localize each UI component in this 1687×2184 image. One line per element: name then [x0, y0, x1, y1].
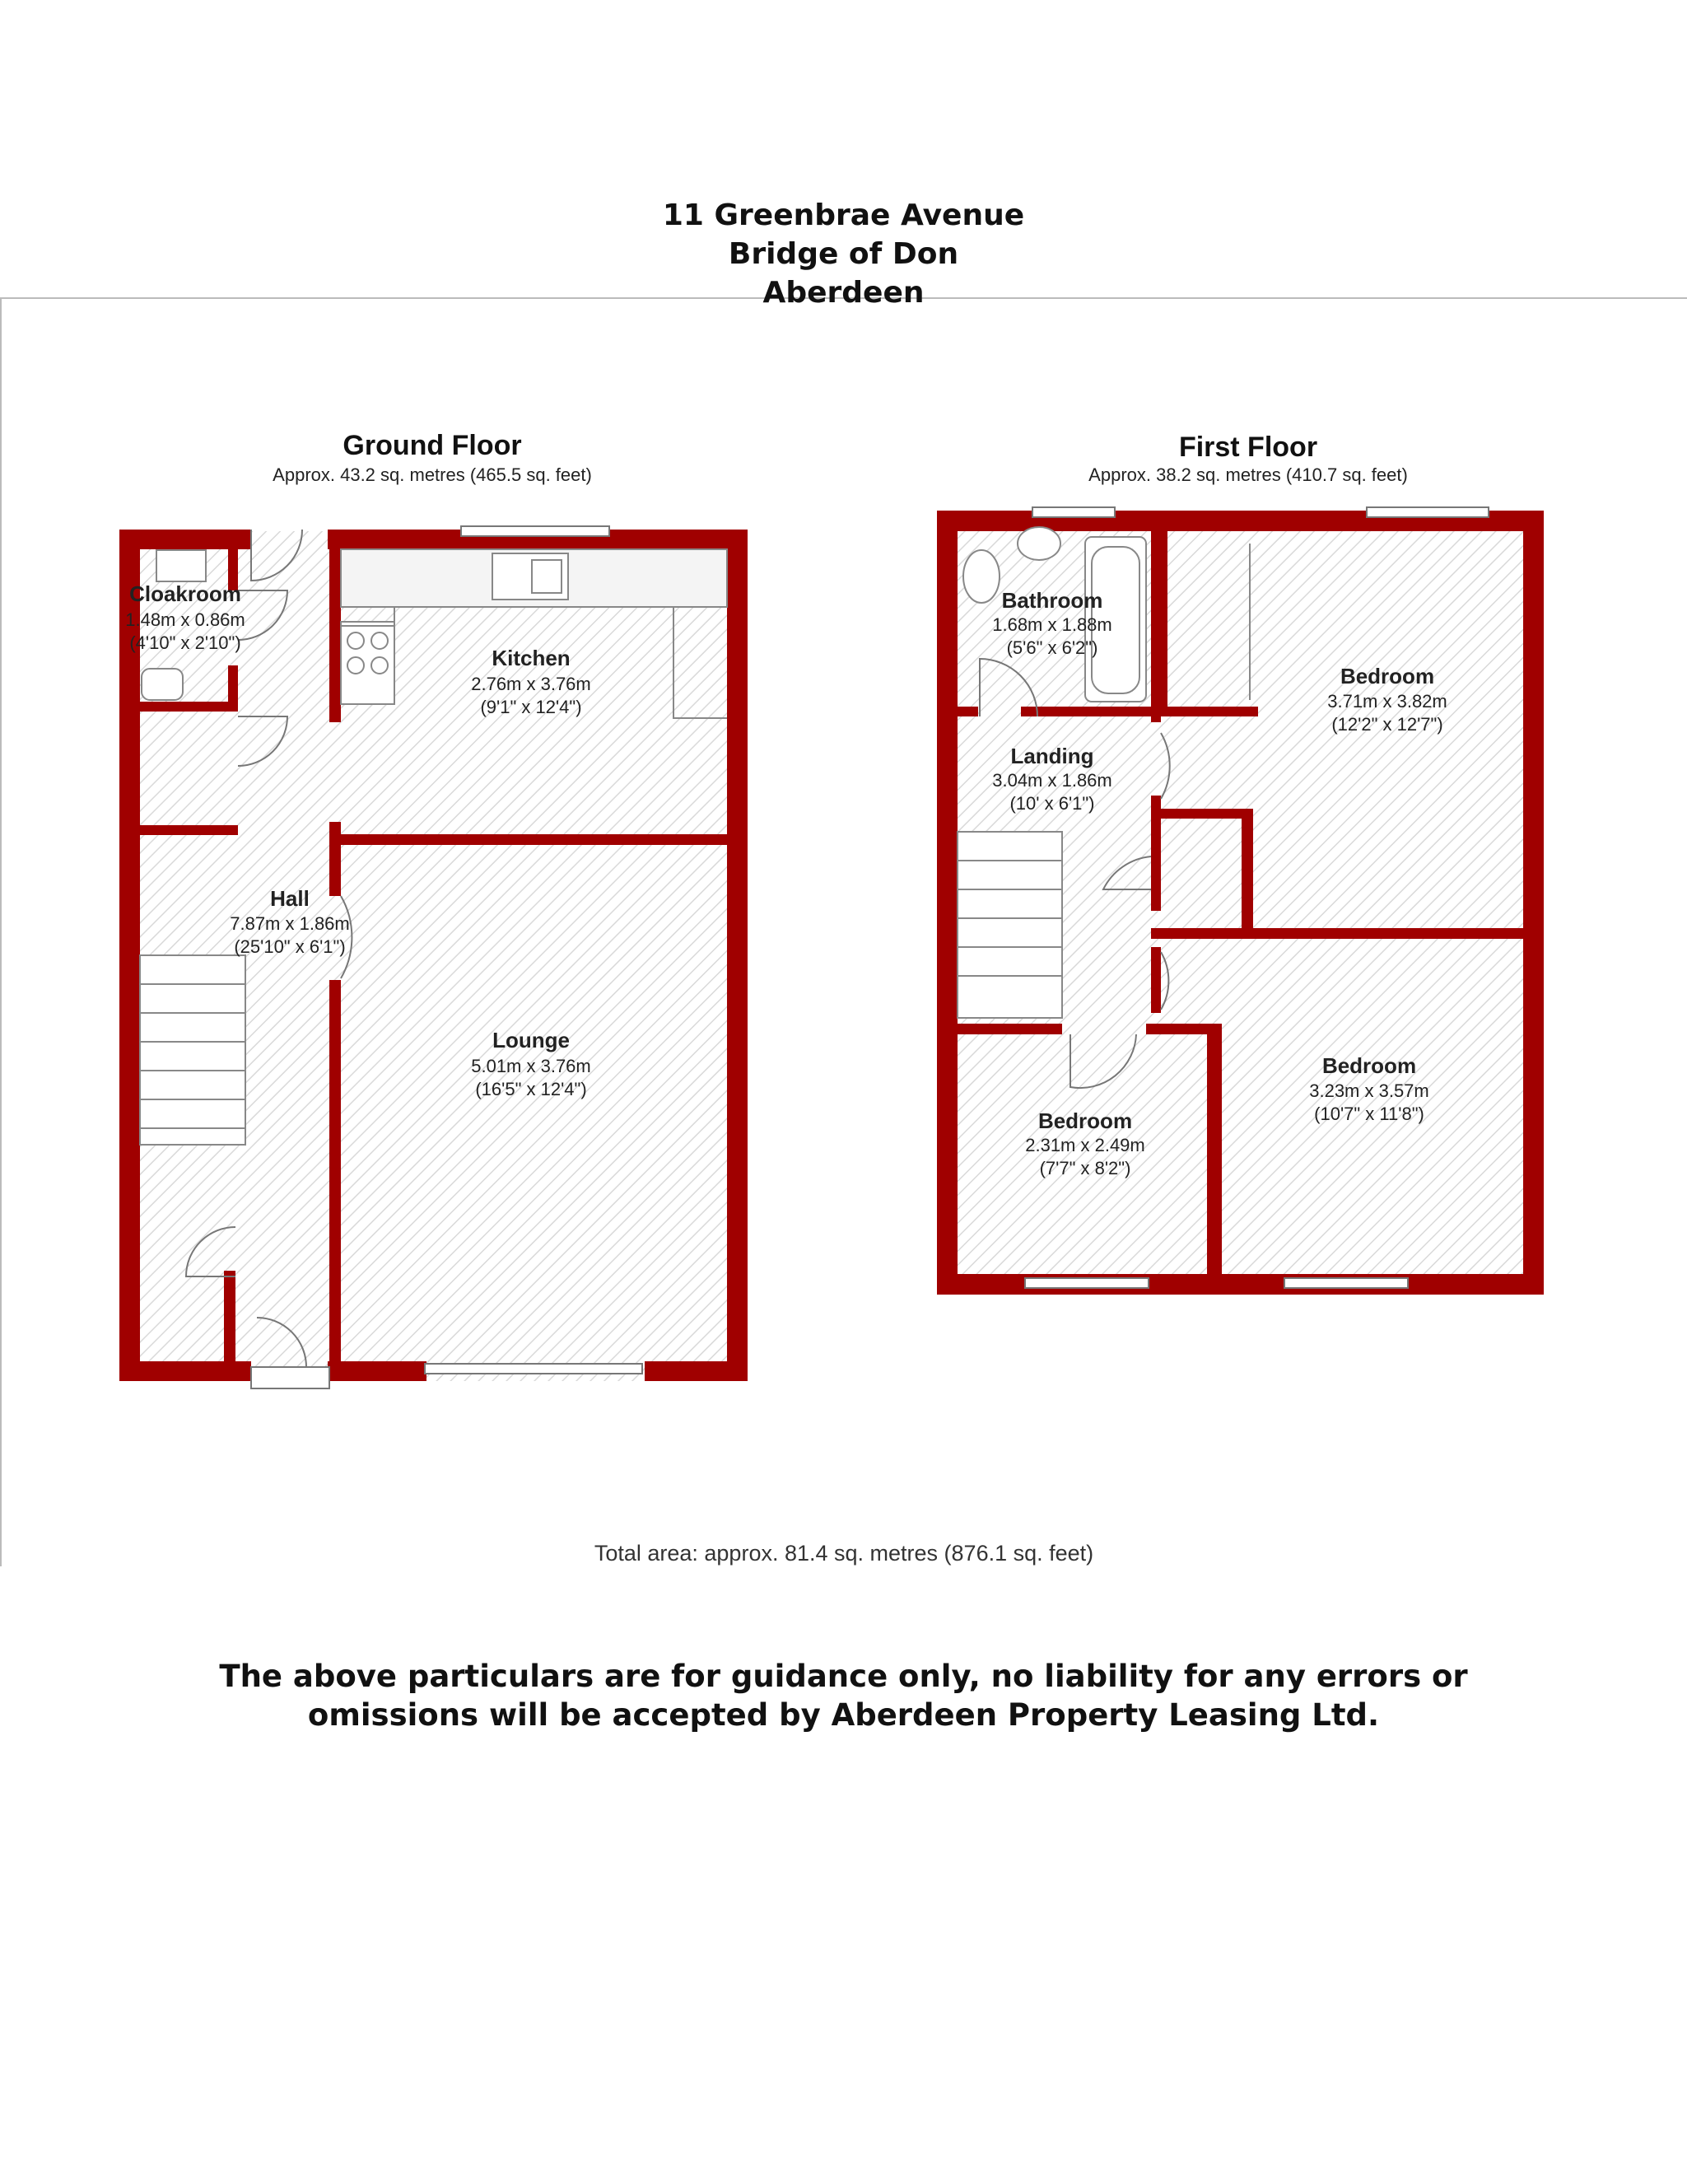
disclaimer-line-1: The above particulars are for guidance only, no liability for any errors or	[219, 1659, 1468, 1694]
ground-stairs	[140, 955, 245, 1145]
svg-text:1.68m x 1.88m: 1.68m x 1.88m	[992, 614, 1112, 635]
svg-text:(25'10" x 6'1"): (25'10" x 6'1")	[234, 936, 346, 957]
svg-text:2.76m x 3.76m: 2.76m x 3.76m	[471, 674, 591, 694]
ground-floor-title: Ground Floor	[343, 430, 522, 461]
svg-text:2.31m x 2.49m: 2.31m x 2.49m	[1025, 1135, 1145, 1155]
bedroom2-label: Bedroom	[1321, 1053, 1417, 1078]
lounge-window	[425, 1364, 642, 1374]
lounge-label: Lounge	[492, 1028, 570, 1052]
address-line-1: 11 Greenbrae Avenue	[662, 198, 1025, 232]
first-floor-plan	[937, 432, 1544, 1295]
toilet-icon	[963, 550, 1000, 603]
svg-text:(12'2" x 12'7"): (12'2" x 12'7")	[1331, 714, 1443, 735]
disclaimer-line-2: omissions will be accepted by Aberdeen Property Leasing Ltd.	[307, 1697, 1380, 1733]
bedroom1-label: Bedroom	[1340, 664, 1435, 688]
svg-text:3.23m x 3.57m: 3.23m x 3.57m	[1309, 1080, 1429, 1101]
svg-text:7.87m x 1.86m: 7.87m x 1.86m	[230, 913, 350, 934]
svg-text:1.48m x 0.86m: 1.48m x 0.86m	[125, 609, 245, 630]
cloakroom-cistern	[156, 550, 206, 581]
bathroom-label: Bathroom	[1001, 588, 1103, 613]
svg-text:(7'7" x 8'2"): (7'7" x 8'2")	[1039, 1158, 1131, 1178]
svg-text:(10'7" x 11'8"): (10'7" x 11'8")	[1314, 1104, 1424, 1124]
svg-text:(9'1" x 12'4"): (9'1" x 12'4")	[480, 697, 582, 717]
landing-label: Landing	[1010, 744, 1094, 768]
bedroom3-window	[1025, 1278, 1149, 1288]
bathroom-window	[1032, 507, 1115, 517]
basin-icon	[1018, 527, 1060, 560]
bedroom2-window	[1284, 1278, 1408, 1288]
bedroom3-label: Bedroom	[1037, 1108, 1133, 1133]
first-floor-title: First Floor	[1178, 432, 1318, 463]
first-floor-approx: Approx. 38.2 sq. metres (410.7 sq. feet)	[1088, 464, 1408, 485]
kitchen-window	[461, 526, 609, 536]
ground-floor-plan	[119, 430, 748, 1388]
ground-floor-approx: Approx. 43.2 sq. metres (465.5 sq. feet)	[273, 464, 592, 485]
svg-text:3.71m x 3.82m: 3.71m x 3.82m	[1327, 691, 1447, 712]
kitchen-label: Kitchen	[492, 646, 571, 670]
bedroom1-window	[1367, 507, 1489, 517]
address-line-3: Aberdeen	[762, 276, 925, 310]
svg-text:(4'10" x 2'10"): (4'10" x 2'10")	[129, 632, 241, 653]
svg-text:(10' x 6'1"): (10' x 6'1")	[1009, 793, 1095, 814]
svg-text:5.01m x 3.76m: 5.01m x 3.76m	[471, 1056, 591, 1076]
address-line-2: Bridge of Don	[728, 237, 959, 271]
svg-text:(16'5" x 12'4"): (16'5" x 12'4")	[475, 1079, 587, 1099]
hall-label: Hall	[270, 886, 310, 911]
cloakroom-label: Cloakroom	[129, 581, 241, 606]
first-stairs	[958, 832, 1062, 1018]
svg-text:(5'6" x 6'2"): (5'6" x 6'2")	[1006, 637, 1098, 658]
toilet-icon	[142, 669, 183, 700]
total-area: Total area: approx. 81.4 sq. metres (876.1 sq. feet)	[594, 1541, 1094, 1566]
svg-text:3.04m x 1.86m: 3.04m x 1.86m	[992, 770, 1112, 791]
